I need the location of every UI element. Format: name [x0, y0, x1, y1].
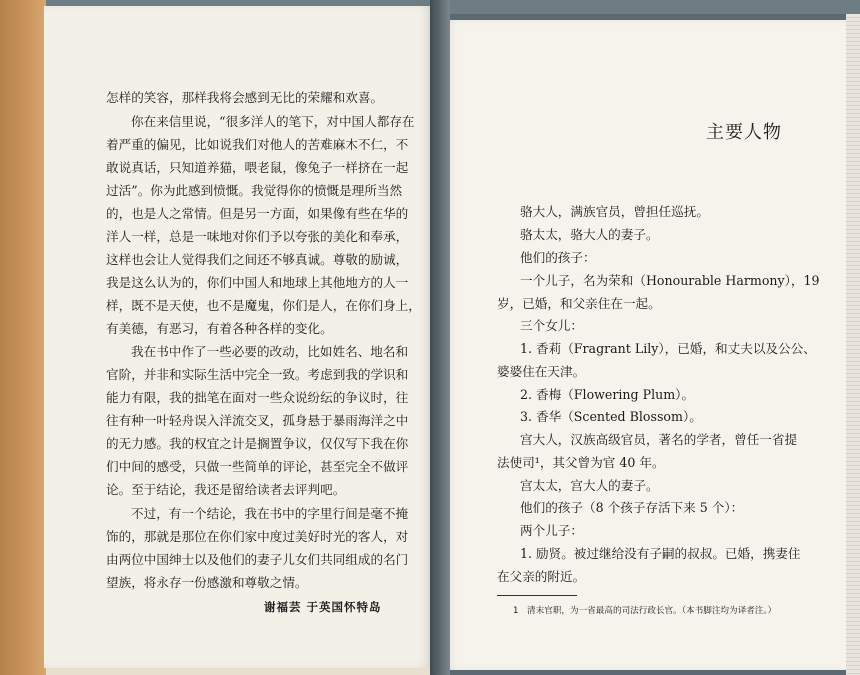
body-line: 他们的孩子： — [520, 250, 596, 265]
body-line: 能力有限，我的拙笔在面对一些众说纷纭的争议时，往 — [106, 390, 409, 405]
body-line: 在父亲的附近。 — [497, 569, 586, 584]
body-line: 望族，将永存一份感激和尊敬之情。 — [106, 575, 308, 590]
body-line: 官阶，并非和实际生活中完全一致。考虑到我的学识和 — [106, 367, 409, 382]
body-line: 1. 励贤。被过继给没有子嗣的叔叔。已婚，携妻住 — [520, 546, 801, 561]
page-stack-right — [846, 14, 860, 675]
body-line: 3. 香华（Scented Blossom）。 — [520, 409, 702, 424]
body-line: 法使司¹，其父曾为官 40 年。 — [497, 455, 665, 470]
body-line: 过活”。你为此感到愤慨。我觉得你的愤慨是理所当然 — [106, 183, 403, 198]
body-line: 2. 香梅（Flowering Plum）。 — [520, 387, 695, 402]
body-line: 这样也会让人觉得我们之间还不够真诚。尊敬的励诚， — [106, 252, 409, 267]
body-line: 洋人一样，总是一味地对你们予以夸张的美化和奉承， — [106, 229, 409, 244]
book-gutter — [430, 0, 450, 675]
body-line: 饰的，那就是那位在你们家中度过美好时光的客人，对 — [106, 529, 409, 544]
body-line: 怎样的笑容，那样我将会感到无比的荣耀和欢喜。 — [106, 90, 384, 105]
cover-spine-edge — [0, 0, 46, 675]
body-line: 往有种一叶轻舟误入洋流交叉，孤身悬于暴雨海洋之中 — [106, 413, 409, 428]
body-line: 1. 香莉（Fragrant Lily），已婚，和丈夫以及公公、 — [520, 341, 816, 356]
author-signature: 谢福芸 于英国怀特岛 — [264, 600, 382, 614]
body-line: 由两位中国绅士以及他们的妻子儿女们共同组成的名门 — [106, 552, 409, 567]
body-line: 的，也是人之常情。但是另一方面，如果像有些在华的 — [106, 206, 409, 221]
body-line: 有美德，有恶习，有着各种各样的变化。 — [106, 321, 333, 336]
body-line: 婆婆住在天津。 — [497, 364, 586, 379]
body-line: 你在来信里说，“很多洋人的笔下，对中国人都存在 — [131, 114, 415, 129]
body-line: 骆太太，骆大人的妻子。 — [520, 227, 659, 242]
body-line: 他们的孩子（8 个孩子存活下来 5 个）： — [520, 500, 744, 515]
body-line: 岁，已婚，和父亲住在一起。 — [497, 296, 661, 311]
body-line: 骆大人，满族官员，曾担任巡抚。 — [520, 204, 709, 219]
body-line: 不过，有一个结论，我在书中的字里行间是毫不掩 — [131, 506, 409, 521]
body-line: 论。至于结论，我还是留给读者去评判吧。 — [106, 482, 346, 497]
body-line: 着严重的偏见，比如说我们对他人的苦难麻木不仁，不 — [106, 137, 409, 152]
body-line: 的无力感。我的权宜之计是搁置争议，仅仅写下我在你 — [106, 436, 409, 451]
page-title: 主要人物 — [706, 122, 782, 143]
body-line: 宫太太，宫大人的妻子。 — [520, 478, 659, 493]
body-line: 宫大人，汉族高级官员，著名的学者，曾任一省提 — [520, 432, 798, 447]
body-line: 们中间的感受，只做一些简单的评论，甚至完全不做评 — [106, 459, 409, 474]
body-line: 样，既不是天使，也不是魔鬼，你们是人，在你们身上， — [106, 298, 421, 313]
body-line: 三个女儿： — [520, 318, 583, 333]
body-line: 敢说真话，只知道养猫，喂老鼠，像兔子一样挤在一起 — [106, 160, 409, 175]
body-line: 我是这么认为的，你们中国人和地球上其他地方的人一 — [106, 275, 409, 290]
footnote: 1 清末官职，为一省最高的司法行政长官。（本书脚注均为译者注。） — [513, 606, 777, 616]
body-line: 我在书中作了一些必要的改动，比如姓名、地名和 — [131, 344, 409, 359]
body-line: 一个儿子，名为荣和（Honourable Harmony），19 — [520, 273, 820, 288]
body-line: 两个儿子： — [520, 523, 583, 538]
footnote-rule — [497, 595, 577, 596]
